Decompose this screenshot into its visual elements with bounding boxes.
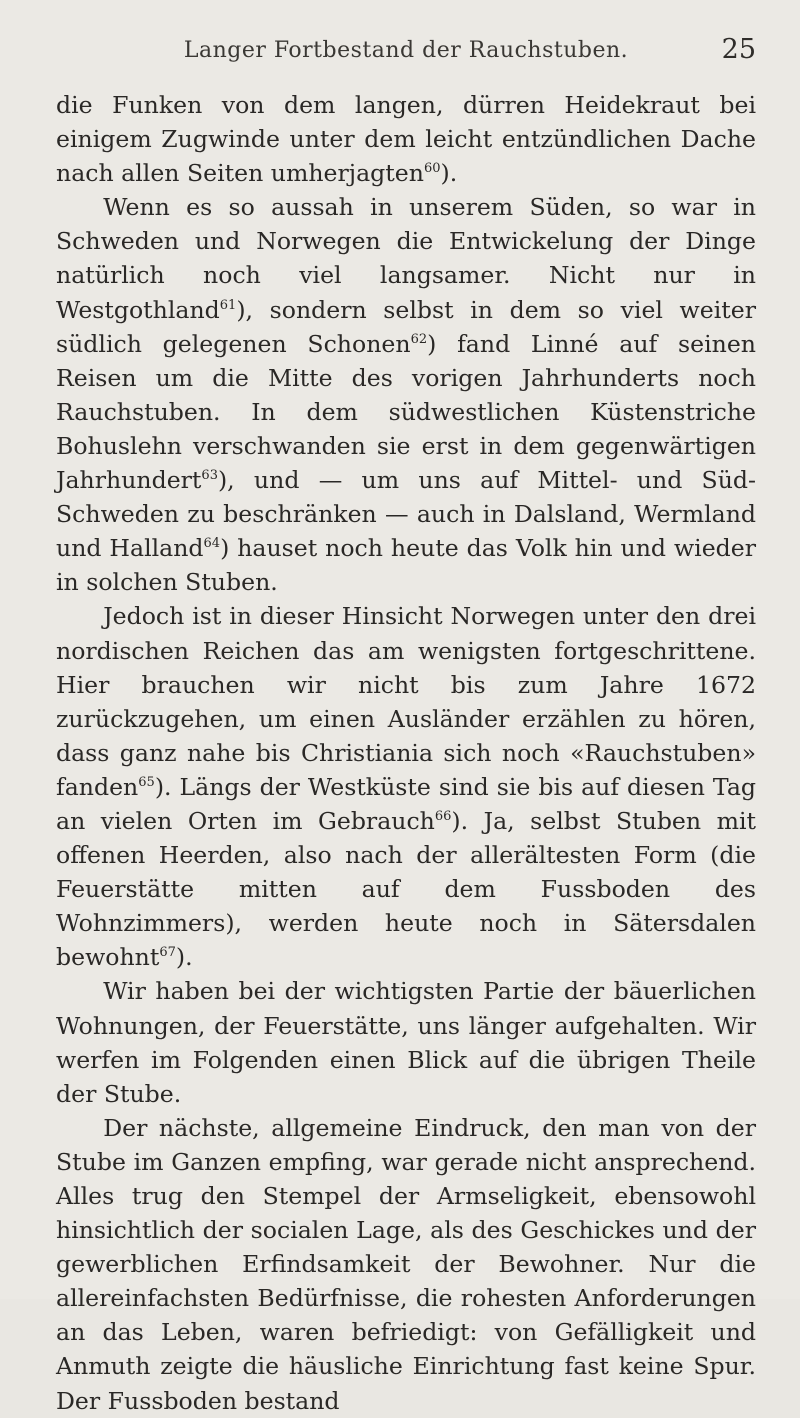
footnote-marker: 64 [203, 536, 221, 552]
text-run: ). [175, 943, 193, 972]
footnote-marker: 62 [410, 331, 428, 347]
footnote-marker: 67 [159, 945, 176, 961]
footnote-marker: 61 [219, 297, 237, 313]
page-header [56, 34, 756, 78]
running-head: Langer Fortbestand der Rauchstuben. [183, 38, 629, 63]
text-run: ). Längs der Westküste sind sie bis auf diesen Tag an vielen Orten im Gebrauch [56, 772, 756, 835]
page-number: 25 [721, 34, 756, 65]
footnote-marker: 65 [138, 774, 155, 790]
footnote-marker: 66 [434, 808, 452, 824]
footnote-marker: 63 [201, 468, 218, 484]
text-run: Der nächste, allgemeine Eindruck, den man von der Stube im Ganzen empfing, war gerade nicht ansprechend. Alles trug den Stempel der Armseligkeit, ebensowohl hinsichtlich der socialen Lage, als des Geschickes und der gewerblichen Erfindsamkeit der Bewohner. Nur die allereinfachsten Bedürfnisse, die rohesten Anforderungen an das Leben, waren befriedigt: von Gefälligkeit und Anmuth zeigte die häusliche Einrichtung fast keine Spur. Der Fussboden bestand [56, 1113, 756, 1415]
text-run: Jedoch ist in dieser Hinsicht Norwegen unter den drei nordischen Reichen das am wenigsten fortgeschrittene. Hier brauchen wir nicht bis zum Jahre 1672 zurückzugehen, um einen Ausländer erzählen zu hören, dass ganz nahe bis Christiania sich noch «Rauchstuben» fanden [56, 602, 756, 801]
text-run: ) fand Linné auf seinen Reisen um die Mitte des vorigen Jahrhunderts noch Rauchstuben. In dem südwestlichen Küstenstriche Bohuslehn verschwanden sie erst in dem gegenwärtigen Jahrhundert [56, 329, 756, 495]
paragraph [56, 88, 756, 190]
body-text [56, 88, 756, 1418]
paragraph [56, 190, 756, 599]
footnote-marker: 60 [423, 161, 441, 177]
text-run: ). Ja, selbst Stuben mit offenen Heerden, also nach der allerältesten Form (die Feuerstätte mitten auf dem Fussboden des Wohnzimmers), werden heute noch in Sätersdalen bewohnt [56, 806, 756, 972]
text-run: Wenn es so aussah in unserem Süden, so war in Schweden und Norwegen die Entwickelung der Dinge natürlich noch viel langsamer. Nicht nur in Westgothland [56, 193, 756, 324]
paragraph [56, 1111, 756, 1418]
text-run: ), sondern selbst in dem so viel weiter südlich gelegenen Schonen [56, 295, 756, 358]
text-run: ). [440, 159, 458, 188]
paragraph [56, 974, 756, 1110]
text-run: ) hauset noch heute das Volk hin und wieder in solchen Stuben. [56, 534, 757, 597]
text-run: ), und — um uns auf Mittel- und Süd-Schweden zu beschränken — auch in Dalsland, Wermland und Halland [56, 466, 756, 563]
paragraph [56, 599, 756, 974]
text-run: die Funken von dem langen, dürren Heidekraut bei einigem Zugwinde unter dem leicht entzündlichen Dache nach allen Seiten umherjagten [56, 91, 756, 188]
text-run: Wir haben bei der wichtigsten Partie der bäuerlichen Wohnungen, der Feuerstätte, uns länger aufgehalten. Wir werfen im Folgenden einen Blick auf die übrigen Theile der Stube. [56, 977, 756, 1108]
